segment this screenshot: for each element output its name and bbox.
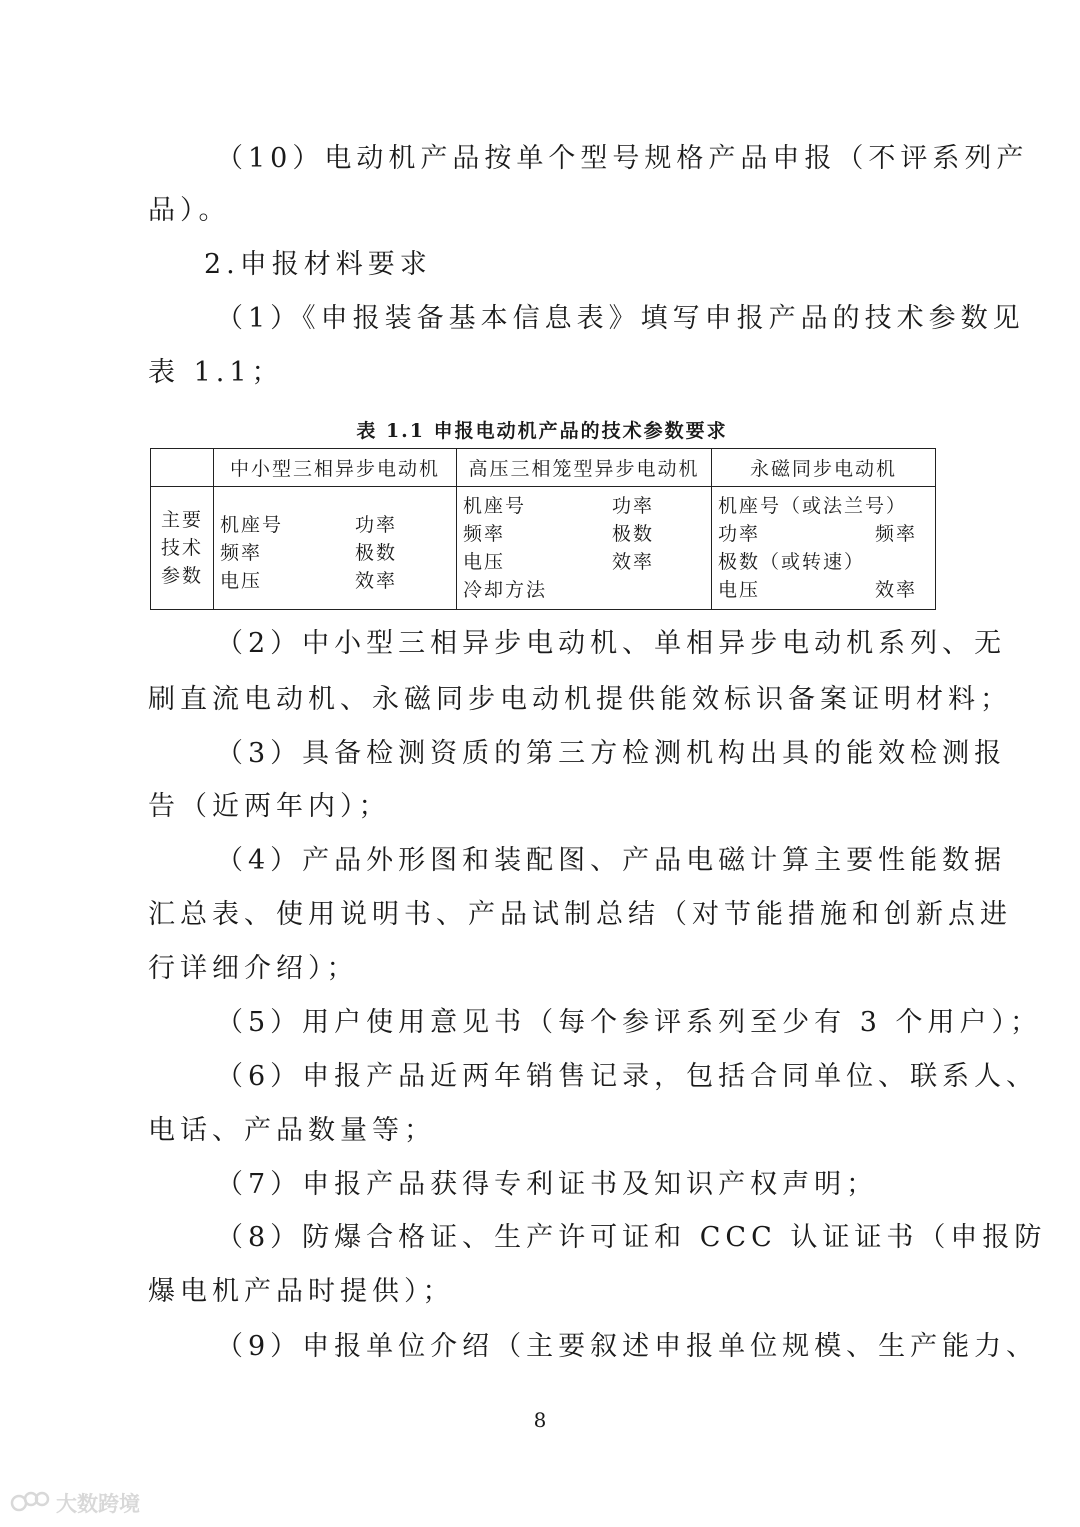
param: 机座号: [220, 514, 284, 536]
table-cell: [214, 487, 457, 610]
paragraph-2-cont: 刷直流电动机、永磁同步电动机提供能效标识备案证明材料；: [148, 684, 1012, 715]
page-number: 8: [533, 1408, 547, 1432]
param: 效率: [874, 579, 917, 601]
paragraph-4-cont: 汇总表、使用说明书、产品试制总结（对节能措施和创新点进: [148, 899, 1012, 930]
param: 频率: [874, 523, 917, 545]
row-label-line: 技术: [160, 537, 203, 559]
param: 电压: [463, 551, 506, 573]
table-row: [151, 487, 936, 610]
watermark: [10, 1488, 140, 1518]
paragraph-6-cont: 电话、产品数量等；: [148, 1115, 436, 1146]
paragraph-10: （10）电动机产品按单个型号规格产品申报（不评系列产: [216, 143, 1029, 174]
paragraph-1: （1）《申报装备基本信息表》填写申报产品的技术参数见: [216, 303, 1025, 334]
param: 效率: [355, 570, 398, 592]
row-label: [151, 487, 214, 610]
paragraph-3-cont: 告（近两年内）；: [148, 791, 391, 822]
param: 极数（或转速）: [718, 551, 866, 573]
table-header-cell: 中小型三相异步电动机: [214, 449, 457, 487]
param: 频率: [220, 542, 263, 564]
param: 效率: [612, 551, 655, 573]
param: 频率: [463, 523, 506, 545]
param: 功率: [355, 514, 398, 536]
row-label-line: 主要: [160, 509, 203, 531]
row-label-line: 参数: [160, 565, 203, 587]
paragraph-10-cont: 品）。: [148, 195, 231, 226]
param: 功率: [612, 495, 655, 517]
paragraph-9: （9）申报单位介绍（主要叙述申报单位规模、生产能力、: [216, 1331, 1039, 1362]
table-cell: [712, 487, 936, 610]
parameter-table: [150, 448, 936, 610]
paragraph-4-cont2: 行详细介绍）；: [148, 953, 359, 984]
param: 极数: [612, 523, 655, 545]
paragraph-6: （6）申报产品近两年销售记录，包括合同单位、联系人、: [216, 1061, 1039, 1092]
param: 电压: [220, 570, 263, 592]
paragraph-4: （4）产品外形图和装配图、产品电磁计算主要性能数据: [216, 845, 1007, 876]
table-caption: 表 1.1 申报电动机产品的技术参数要求: [356, 420, 728, 442]
table-header-row: [151, 449, 936, 487]
table-header-cell: 永磁同步电动机: [712, 449, 936, 487]
param: 功率: [718, 523, 761, 545]
table-header-empty: [151, 449, 214, 487]
param: 冷却方法: [463, 579, 548, 601]
param: 机座号: [463, 495, 527, 517]
param: 机座号（或法兰号）: [718, 495, 908, 517]
watermark-text: 大数跨境: [56, 1492, 140, 1516]
param: 电压: [718, 579, 761, 601]
table-header-cell: 高压三相笼型异步电动机: [457, 449, 712, 487]
table-cell: [457, 487, 712, 610]
paragraph-5: （5）用户使用意见书（每个参评系列至少有 3 个用户）；: [216, 1007, 1043, 1038]
paragraph-2: （2）中小型三相异步电动机、单相异步电动机系列、无: [216, 628, 1007, 659]
logo-icon: [10, 1489, 50, 1518]
param: 极数: [355, 542, 398, 564]
paragraph-7: （7）申报产品获得专利证书及知识产权声明；: [216, 1169, 879, 1200]
paragraph-1-cont: 表 1.1；: [148, 357, 284, 388]
paragraph-3: （3）具备检测资质的第三方检测机构出具的能效检测报: [216, 738, 1007, 769]
section-heading: 2.申报材料要求: [204, 249, 432, 280]
paragraph-8: （8）防爆合格证、生产许可证和 CCC 认证证书（申报防: [216, 1222, 1047, 1253]
paragraph-8-cont: 爆电机产品时提供）；: [148, 1276, 455, 1307]
